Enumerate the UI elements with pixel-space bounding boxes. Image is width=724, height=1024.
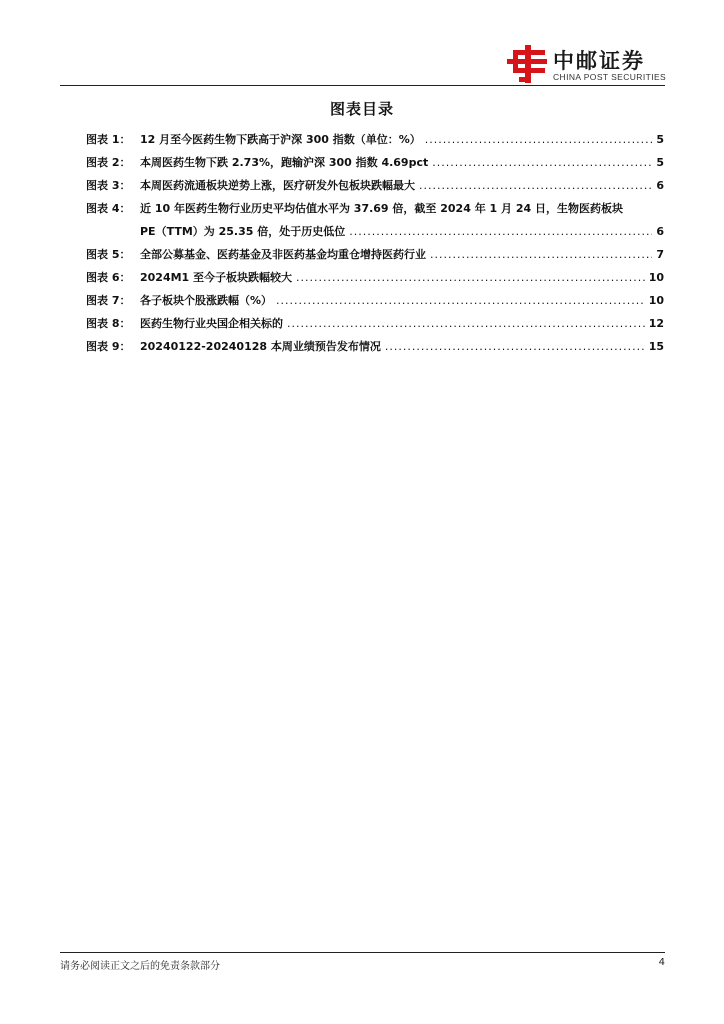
page-header [60, 40, 665, 86]
toc-entry[interactable] [86, 151, 664, 174]
toc-entry-page: 10 [648, 294, 664, 307]
toc-entry-label: 图表 1： [86, 133, 131, 146]
logo-english-text: CHINA POST SECURITIES [553, 72, 667, 82]
toc-entry-title-continued: PE（TTM）为 25.35 倍，处于历史低位 [140, 225, 346, 238]
disclaimer-note: 请务必阅读正文之后的免责条款部分 [60, 961, 220, 972]
toc-entry-label: 图表 2： [86, 156, 131, 169]
header-divider [60, 85, 665, 86]
toc-entry-title: 全部公募基金、医药基金及非医药基金均重仓增持医药行业 [140, 248, 426, 261]
toc-entry-title: 本周医药生物下跌 2.73%，跑输沪深 300 指数 4.69pct [140, 156, 429, 169]
china-post-logo-icon [505, 44, 549, 84]
toc-entry-title: 12 月至今医药生物下跌高于沪深 300 指数（单位：%） [140, 133, 421, 146]
footer-divider [60, 952, 665, 953]
toc-entry-title: 医药生物行业央国企相关标的 [140, 317, 283, 330]
toc-leader-dots [287, 312, 645, 335]
toc-entry[interactable] [86, 128, 664, 151]
toc-entry-label: 图表 4： [86, 202, 131, 215]
toc-entry-label: 图表 5： [86, 248, 131, 261]
toc-leader-dots [276, 289, 645, 312]
company-logo [505, 44, 665, 84]
toc-entry-label: 图表 7： [86, 294, 131, 307]
toc-entry-label: 图表 8： [86, 317, 131, 330]
toc-entry-page: 5 [656, 156, 664, 169]
toc-entry[interactable] [86, 197, 664, 243]
toc-entry-page: 7 [656, 248, 664, 261]
toc-entry-page: 6 [656, 225, 664, 238]
toc-entry-title: 近 10 年医药生物行业历史平均估值水平为 37.69 倍，截至 2024 年 1 月 24 日，生物医药板块 [140, 202, 623, 215]
toc-leader-dots [385, 335, 645, 358]
toc-leader-dots [349, 220, 652, 243]
logo-chinese-text: 中邮证券 [553, 49, 645, 73]
toc-entry-page: 5 [656, 133, 664, 146]
toc-entry[interactable] [86, 289, 664, 312]
page-footer [60, 952, 665, 972]
toc-entry[interactable] [86, 266, 664, 289]
toc-entry[interactable] [86, 243, 664, 266]
toc-entry-page: 12 [648, 317, 664, 330]
toc-leader-dots [425, 128, 653, 151]
toc-leader-dots [419, 174, 652, 197]
toc-entry[interactable] [86, 335, 664, 358]
toc-entry-title: 20240122-20240128 本周业绩预告发布情况 [140, 340, 381, 353]
toc-entry-label: 图表 6： [86, 271, 131, 284]
toc-entry-title: 各子板块个股涨跌幅（%） [140, 294, 273, 307]
toc-entry-page: 15 [648, 340, 664, 353]
toc-title: 图表目录 [329, 100, 394, 118]
toc-leader-dots [296, 266, 645, 289]
toc-entry-title: 本周医药流通板块逆势上涨，医疗研发外包板块跌幅最大 [140, 179, 415, 192]
toc-entry-page: 10 [648, 271, 664, 284]
toc-entry[interactable] [86, 312, 664, 335]
table-of-figures [86, 128, 664, 358]
toc-entry-label: 图表 9： [86, 340, 131, 353]
page-number: 4 [658, 957, 665, 968]
toc-entry-title: 2024M1 至今子板块跌幅较大 [140, 271, 293, 284]
toc-entry-page: 6 [656, 179, 664, 192]
toc-leader-dots [432, 151, 652, 174]
toc-entry[interactable] [86, 174, 664, 197]
toc-entry-label: 图表 3： [86, 179, 131, 192]
toc-leader-dots [430, 243, 652, 266]
